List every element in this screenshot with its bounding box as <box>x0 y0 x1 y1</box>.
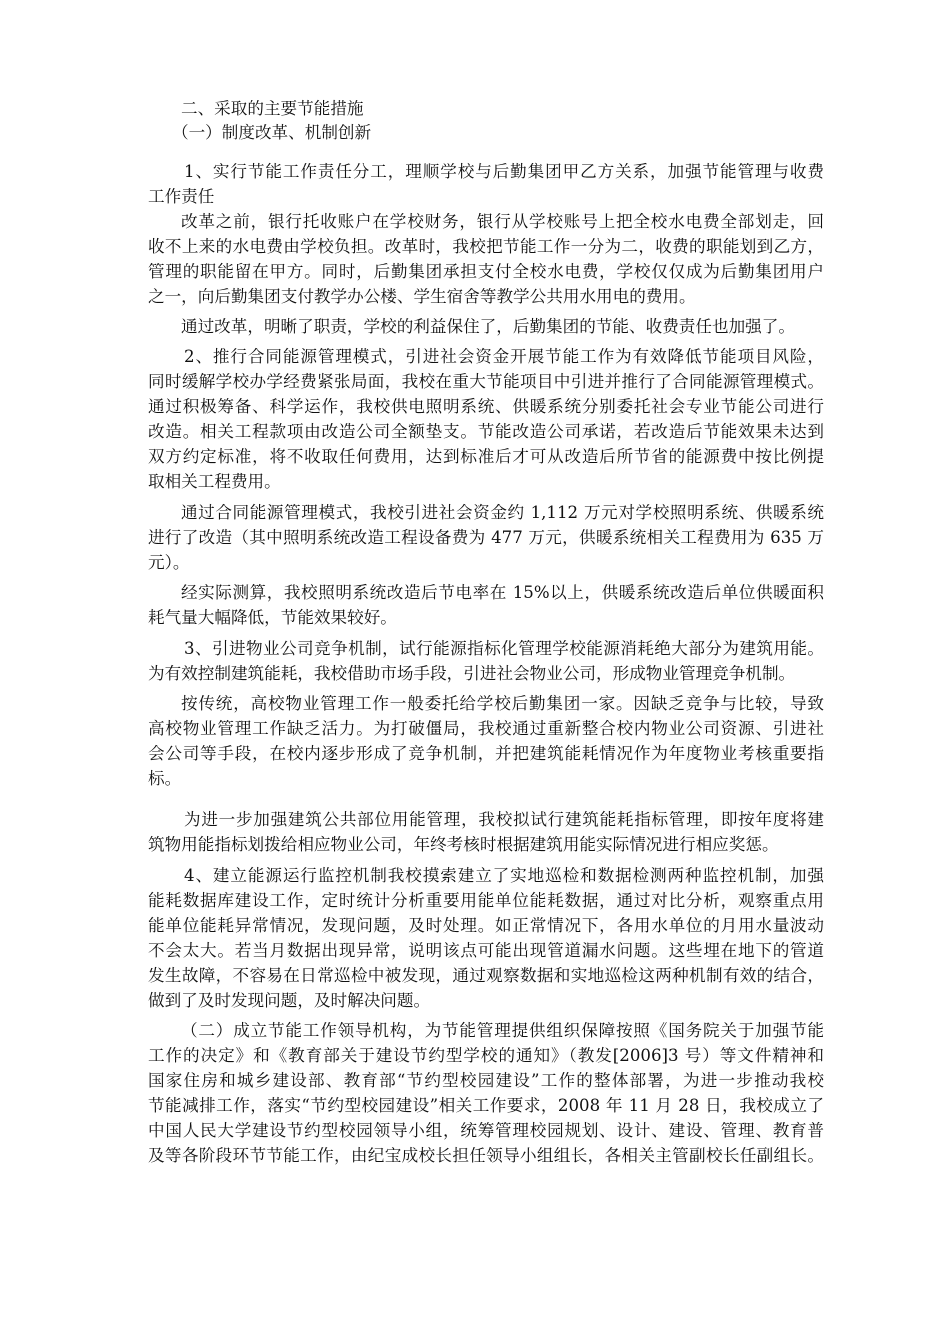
item-4-line-5: 发生故障，不容易在日常巡检中被发现，通过观察数据和实地巡检这两种机制有效的结合， <box>148 966 824 985</box>
paragraph-1-line-3: 管理的职能留在甲方。同时，后勤集团承担支付全校水电费，学校仅仅成为后勤集团用户 <box>148 262 824 281</box>
subsection-2-line-2: 工作的决定》和《教育部关于建设节约型学校的通知》（教发[2006]3 号）等文件精神和 <box>148 1046 824 1065</box>
item-4-line-3: 能单位能耗异常情况，发现问题，及时处理。如正常情况下，各用水单位的月用水量波动 <box>148 916 824 935</box>
paragraph-4-line-2: 耗气量大幅降低，节能效果较好。 <box>148 608 397 627</box>
paragraph-6-line-1: 为进一步加强建筑公共部位用能管理，我校拟试行建筑能耗指标管理，即按年度将建 <box>184 810 824 829</box>
paragraph-1-line-2: 收不上来的水电费由学校负担。改革时，我校把节能工作一分为二，收费的职能划到乙方， <box>148 237 824 256</box>
item-2-line-5: 双方约定标准，将不收取任何费用，达到标准后才可从改造后所节省的能源费中按比例提 <box>148 447 824 466</box>
paragraph-5-line-3: 会公司等手段，在校内逐步形成了竞争机制，并把建筑能耗情况作为年度物业考核重要指 <box>148 744 824 763</box>
paragraph-1-line-4: 之一，向后勤集团支付教学办公楼、学生宿舍等教学公共用水用电的费用。 <box>148 287 696 306</box>
item-2-line-1: 2、推行合同能源管理模式，引进社会资金开展节能工作为有效降低节能项目风险， <box>184 347 824 366</box>
item-4-line-2: 能耗数据库建设工作，定时统计分析重要用能单位能耗数据，通过对比分析，观察重点用 <box>148 891 824 910</box>
subsection-2-line-1: （二）成立节能工作领导机构，为节能管理提供组织保障按照《国务院关于加强节能 <box>181 1021 824 1040</box>
subsection-2-line-4: 节能减排工作，落实“节约型校园建设”相关工作要求，2008 年 11 月 28 日，我校成立了 <box>148 1096 824 1115</box>
subsection-2-line-6: 及等各阶段环节节能工作，由纪宝成校长担任领导小组组长，各相关主管副校长任副组长。 <box>148 1146 824 1165</box>
item-4-line-4: 不会太大。若当月数据出现异常，说明该点可能出现管道漏水问题。这些埋在地下的管道 <box>148 941 824 960</box>
item-2-line-6: 取相关工程费用。 <box>148 472 281 491</box>
item-3-line-1: 3、引进物业公司竞争机制，试行能源指标化管理学校能源消耗绝大部分为建筑用能。 <box>184 639 824 658</box>
paragraph-5-line-4: 标。 <box>148 769 182 788</box>
paragraph-3-line-3: 元）。 <box>148 553 190 572</box>
paragraph-6-line-2: 筑物用能指标划拨给相应物业公司，年终考核时根据建筑用能实际情况进行相应奖惩。 <box>148 835 779 854</box>
item-4-line-6: 做到了及时发现问题，及时解决问题。 <box>148 991 431 1010</box>
item-2-line-4: 改造。相关工程款项由改造公司全额垫支。节能改造公司承诺，若改造后节能效果未达到 <box>148 422 824 441</box>
subsection-2-line-5: 中国人民大学建设节约型校园领导小组，统筹管理校园规划、设计、建设、管理、教育普 <box>148 1121 824 1140</box>
section-heading: 二、采取的主要节能措施 <box>181 99 364 118</box>
paragraph-3-line-2: 进行了改造（其中照明系统改造工程设备费为 477 万元，供暖系统相关工程费用为 635 万 <box>148 528 824 547</box>
item-3-line-2: 为有效控制建筑能耗，我校借助市场手段，引进社会物业公司，形成物业管理竞争机制。 <box>148 664 796 683</box>
paragraph-2-line-1: 通过改革，明晰了职责，学校的利益保住了，后勤集团的节能、收费责任也加强了。 <box>181 317 795 336</box>
subsection-heading-1: （一）制度改革、机制创新 <box>172 123 372 142</box>
paragraph-4-line-1: 经实际测算，我校照明系统改造后节电率在 15%以上，供暖系统改造后单位供暖面积 <box>181 583 824 602</box>
subsection-2-line-3: 国家住房和城乡建设部、教育部“节约型校园建设”工作的整体部署，为进一步推动我校 <box>148 1071 824 1090</box>
item-2-line-3: 通过积极筹备、科学运作，我校供电照明系统、供暖系统分别委托社会专业节能公司进行 <box>148 397 824 416</box>
item-1-title-line-2: 工作责任 <box>148 187 215 206</box>
item-2-line-2: 同时缓解学校办学经费紧张局面，我校在重大节能项目中引进并推行了合同能源管理模式。 <box>148 372 824 391</box>
item-1-title-line-1: 1、实行节能工作责任分工，理顺学校与后勤集团甲乙方关系，加强节能管理与收费 <box>184 162 824 181</box>
paragraph-3-line-1: 通过合同能源管理模式，我校引进社会资金约 1,112 万元对学校照明系统、供暖系统 <box>181 503 824 522</box>
paragraph-5-line-1: 按传统，高校物业管理工作一般委托给学校后勤集团一家。因缺乏竞争与比较，导致 <box>181 694 824 713</box>
paragraph-5-line-2: 高校物业管理工作缺乏活力。为打破僵局，我校通过重新整合校内物业公司资源、引进社 <box>148 719 824 738</box>
paragraph-1-line-1: 改革之前，银行托收账户在学校财务，银行从学校账号上把全校水电费全部划走，回 <box>181 212 824 231</box>
item-4-line-1: 4、建立能源运行监控机制我校摸索建立了实地巡检和数据检测两种监控机制，加强 <box>184 866 824 885</box>
